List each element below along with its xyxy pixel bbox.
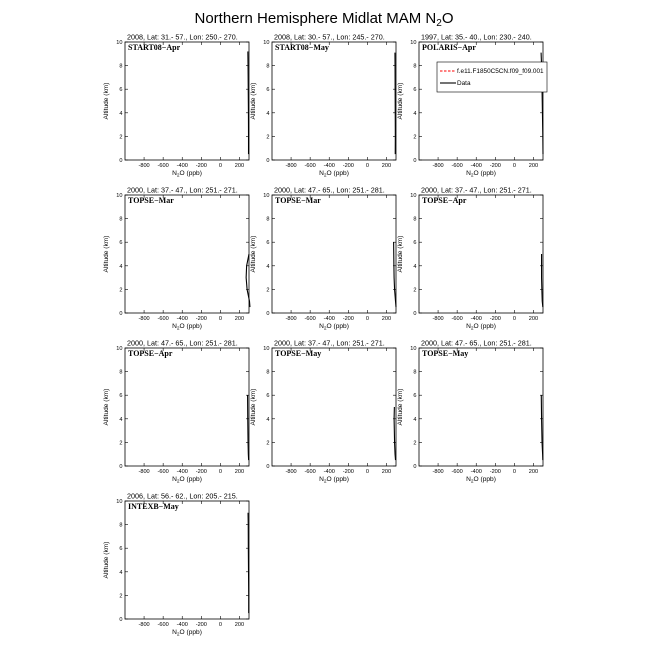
- legend: [437, 62, 547, 92]
- panel-frame: [272, 348, 396, 466]
- x-tick-label: -600: [157, 469, 169, 475]
- x-tick-label: -800: [138, 622, 150, 628]
- y-tick-label: 10: [263, 346, 270, 352]
- y-tick-label: 10: [116, 499, 123, 505]
- x-tick-label: -200: [489, 316, 501, 322]
- x-tick-label: -800: [432, 469, 444, 475]
- legend-box: [437, 62, 547, 92]
- panel-label: TOPSE−Mar: [275, 196, 321, 205]
- y-axis-label: Altitude (km): [250, 235, 257, 273]
- x-tick-label: -600: [451, 316, 463, 322]
- x-tick-label: 0: [512, 469, 516, 475]
- y-tick-label: 8: [119, 369, 123, 376]
- x-tick-label: -200: [342, 469, 354, 475]
- panel-3: [397, 33, 547, 179]
- x-tick-label: -200: [342, 316, 354, 322]
- x-tick-label: -400: [323, 469, 335, 475]
- x-tick-label: -600: [451, 163, 463, 169]
- y-tick-label: 4: [119, 416, 123, 423]
- x-tick-label: 0: [365, 316, 369, 322]
- y-tick-label: 0: [119, 617, 123, 623]
- x-tick-label: 200: [528, 163, 539, 169]
- panel-header: 2000, Lat: 37.- 47., Lon: 251.- 271.: [421, 185, 532, 195]
- y-axis-label: Altitude (km): [103, 388, 110, 426]
- y-tick-label: 6: [119, 393, 123, 400]
- legend-entry: Data: [457, 80, 471, 88]
- y-tick-label: 8: [266, 369, 270, 376]
- x-axis-label: $N_2O$ (ppb): [466, 170, 496, 179]
- x-tick-label: -600: [157, 316, 169, 322]
- y-tick-label: 8: [119, 216, 123, 223]
- data-series-line: [248, 513, 249, 613]
- y-tick-label: 8: [266, 63, 270, 70]
- y-tick-label: 8: [413, 216, 417, 223]
- panel-label: START08−Apr: [128, 43, 181, 52]
- panel-2: [250, 33, 396, 179]
- y-tick-label: 4: [119, 263, 123, 270]
- legend-entry: f.e11.F1850C5CN.f09_f09.001: [457, 68, 544, 76]
- x-tick-label: -200: [195, 622, 207, 628]
- y-tick-label: 6: [119, 546, 123, 553]
- y-tick-label: 6: [266, 87, 270, 94]
- x-tick-label: -200: [342, 163, 354, 169]
- y-tick-label: 2: [413, 287, 417, 294]
- y-tick-label: 0: [119, 158, 123, 164]
- x-tick-label: -800: [138, 469, 150, 475]
- x-axis-label: $N_2O$ (ppb): [319, 170, 349, 179]
- y-tick-label: 0: [119, 464, 123, 470]
- y-tick-label: 0: [413, 464, 417, 470]
- y-tick-label: 0: [413, 158, 417, 164]
- y-tick-label: 6: [266, 393, 270, 400]
- y-tick-label: 4: [119, 569, 123, 576]
- x-axis-label: $N_2O$ (ppb): [319, 323, 349, 332]
- panel-frame: [125, 42, 249, 160]
- y-tick-label: 4: [266, 263, 270, 270]
- x-tick-label: -400: [323, 163, 335, 169]
- panel-4: [103, 186, 250, 332]
- panel-header: 2000, Lat: 47.- 65., Lon: 251.- 281.: [274, 185, 385, 195]
- y-tick-label: 8: [119, 63, 123, 70]
- panel-header: 2008, Lat: 30.- 57., Lon: 245.- 270.: [274, 32, 385, 42]
- x-tick-label: 0: [218, 316, 222, 322]
- y-tick-label: 10: [410, 193, 417, 199]
- y-tick-label: 0: [266, 158, 270, 164]
- panel-1: [103, 33, 249, 179]
- x-tick-label: -800: [138, 163, 150, 169]
- x-axis-label: $N_2O$ (ppb): [466, 323, 496, 332]
- panel-frame: [419, 348, 543, 466]
- panel-frame: [125, 501, 249, 619]
- x-tick-label: 0: [365, 163, 369, 169]
- x-tick-label: 0: [512, 163, 516, 169]
- x-tick-label: -200: [195, 316, 207, 322]
- panel-header: 1997, Lat: 35.- 40., Lon: 230.- 240.: [421, 32, 532, 42]
- x-tick-label: 200: [234, 469, 245, 475]
- panel-header: 2000, Lat: 37.- 47., Lon: 251.- 271.: [274, 338, 385, 348]
- figure-title: [195, 10, 454, 29]
- x-tick-label: -600: [157, 622, 169, 628]
- panel-label: TOPSE−May: [275, 349, 322, 358]
- figure-title-tail: O: [441, 10, 454, 27]
- y-tick-label: 2: [413, 134, 417, 141]
- panel-label: START08−May: [275, 43, 329, 52]
- x-tick-label: -600: [304, 316, 316, 322]
- panel-7: [103, 339, 249, 485]
- x-tick-label: -400: [470, 163, 482, 169]
- y-tick-label: 10: [410, 40, 417, 46]
- panel-frame: [272, 195, 396, 313]
- panel-label: INTEXB−May: [128, 502, 179, 511]
- x-tick-label: 0: [218, 469, 222, 475]
- panel-6: [397, 186, 543, 332]
- panel-label: TOPSE−Apr: [422, 196, 467, 205]
- y-axis-label: Altitude (km): [103, 541, 110, 579]
- y-tick-label: 4: [266, 110, 270, 117]
- data-series-line: [248, 51, 249, 154]
- y-tick-label: 0: [119, 311, 123, 317]
- panel-header: 2000, Lat: 47.- 65., Lon: 251.- 281.: [421, 338, 532, 348]
- panel-frame: [419, 195, 543, 313]
- x-tick-label: -400: [323, 316, 335, 322]
- x-tick-label: -600: [304, 163, 316, 169]
- x-tick-label: -200: [195, 163, 207, 169]
- y-tick-label: 2: [119, 287, 123, 294]
- y-tick-label: 10: [116, 193, 123, 199]
- x-tick-label: -800: [285, 316, 297, 322]
- x-tick-label: -400: [176, 622, 188, 628]
- panel-frame: [419, 42, 543, 160]
- y-tick-label: 10: [263, 40, 270, 46]
- y-tick-label: 6: [413, 240, 417, 247]
- y-axis-label: Altitude (km): [250, 388, 257, 426]
- panel-grid: [103, 33, 547, 638]
- y-tick-label: 6: [266, 240, 270, 247]
- y-axis-label: Altitude (km): [103, 235, 110, 273]
- x-tick-label: -200: [489, 469, 501, 475]
- y-tick-label: 0: [413, 311, 417, 317]
- y-tick-label: 10: [116, 346, 123, 352]
- x-tick-label: 0: [218, 622, 222, 628]
- data-series-line: [248, 395, 249, 460]
- y-tick-label: 4: [119, 110, 123, 117]
- x-tick-label: -200: [195, 469, 207, 475]
- panel-header: 2000, Lat: 37.- 47., Lon: 251.- 271.: [127, 185, 238, 195]
- y-axis-label: Altitude (km): [250, 82, 257, 120]
- panel-5: [250, 186, 396, 332]
- x-axis-label: $N_2O$ (ppb): [319, 476, 349, 485]
- x-tick-label: 200: [234, 163, 245, 169]
- y-tick-label: 2: [413, 440, 417, 447]
- panel-frame: [272, 42, 396, 160]
- y-axis-label: Altitude (km): [103, 82, 110, 120]
- data-series-line: [394, 407, 395, 460]
- x-tick-label: -800: [432, 316, 444, 322]
- panel-label: POLARIS−Apr: [422, 43, 476, 52]
- y-tick-label: 6: [413, 87, 417, 94]
- panel-10: [103, 492, 249, 638]
- y-axis-label: Altitude (km): [397, 235, 404, 273]
- data-series-line: [541, 395, 543, 460]
- x-tick-label: -600: [451, 469, 463, 475]
- x-tick-label: -400: [470, 469, 482, 475]
- x-tick-label: 200: [381, 469, 392, 475]
- y-tick-label: 8: [266, 216, 270, 223]
- panel-header: 2008, Lat: 31.- 57., Lon: 250.- 270.: [127, 32, 238, 42]
- x-axis-label: $N_2O$ (ppb): [172, 476, 202, 485]
- panel-8: [250, 339, 396, 485]
- y-tick-label: 2: [266, 287, 270, 294]
- x-tick-label: 200: [381, 316, 392, 322]
- panel-label: TOPSE−Apr: [128, 349, 173, 358]
- panel-9: [397, 339, 543, 485]
- x-tick-label: -200: [489, 163, 501, 169]
- x-tick-label: -800: [432, 163, 444, 169]
- panel-header: 2006, Lat: 56.- 62., Lon: 205.- 215.: [127, 491, 238, 501]
- x-tick-label: 0: [365, 469, 369, 475]
- y-tick-label: 10: [263, 193, 270, 199]
- y-axis-label: Altitude (km): [397, 82, 404, 120]
- y-tick-label: 0: [266, 464, 270, 470]
- x-tick-label: -600: [157, 163, 169, 169]
- y-tick-label: 10: [116, 40, 123, 46]
- x-axis-label: $N_2O$ (ppb): [466, 476, 496, 485]
- y-tick-label: 10: [410, 346, 417, 352]
- y-tick-label: 8: [413, 369, 417, 376]
- x-tick-label: 0: [512, 316, 516, 322]
- y-tick-label: 8: [119, 522, 123, 529]
- x-axis-label: $N_2O$ (ppb): [172, 170, 202, 179]
- y-tick-label: 4: [413, 416, 417, 423]
- y-tick-label: 4: [413, 263, 417, 270]
- y-tick-label: 4: [266, 416, 270, 423]
- x-tick-label: -800: [285, 163, 297, 169]
- y-tick-label: 2: [119, 440, 123, 447]
- x-tick-label: -400: [176, 316, 188, 322]
- x-axis-label: $N_2O$ (ppb): [172, 323, 202, 332]
- x-tick-label: -800: [285, 469, 297, 475]
- y-tick-label: 6: [119, 87, 123, 94]
- panel-label: TOPSE−May: [422, 349, 469, 358]
- x-tick-label: -400: [470, 316, 482, 322]
- panel-header: 2000, Lat: 47.- 65., Lon: 251.- 281.: [127, 338, 238, 348]
- x-tick-label: -800: [138, 316, 150, 322]
- y-tick-label: 2: [266, 440, 270, 447]
- figure-title-main: Northern Hemisphere Midlat MAM N: [194, 10, 437, 27]
- x-tick-label: 200: [528, 316, 539, 322]
- x-tick-label: 200: [234, 316, 245, 322]
- y-tick-label: 0: [266, 311, 270, 317]
- x-tick-label: 0: [218, 163, 222, 169]
- y-tick-label: 4: [413, 110, 417, 117]
- y-tick-label: 2: [266, 134, 270, 141]
- x-tick-label: -400: [176, 163, 188, 169]
- y-tick-label: 2: [119, 593, 123, 600]
- x-tick-label: 200: [381, 163, 392, 169]
- figure-title-subscript: 2: [436, 18, 442, 29]
- y-tick-label: 6: [119, 240, 123, 247]
- x-tick-label: 200: [528, 469, 539, 475]
- x-tick-label: -600: [304, 469, 316, 475]
- y-tick-label: 8: [413, 63, 417, 70]
- x-tick-label: -400: [176, 469, 188, 475]
- x-axis-label: $N_2O$ (ppb): [172, 629, 202, 638]
- panel-frame: [125, 348, 249, 466]
- x-tick-label: 200: [234, 622, 245, 628]
- panel-label: TOPSE−Mar: [128, 196, 174, 205]
- y-tick-label: 6: [413, 393, 417, 400]
- y-axis-label: Altitude (km): [397, 388, 404, 426]
- y-tick-label: 2: [119, 134, 123, 141]
- panel-frame: [125, 195, 249, 313]
